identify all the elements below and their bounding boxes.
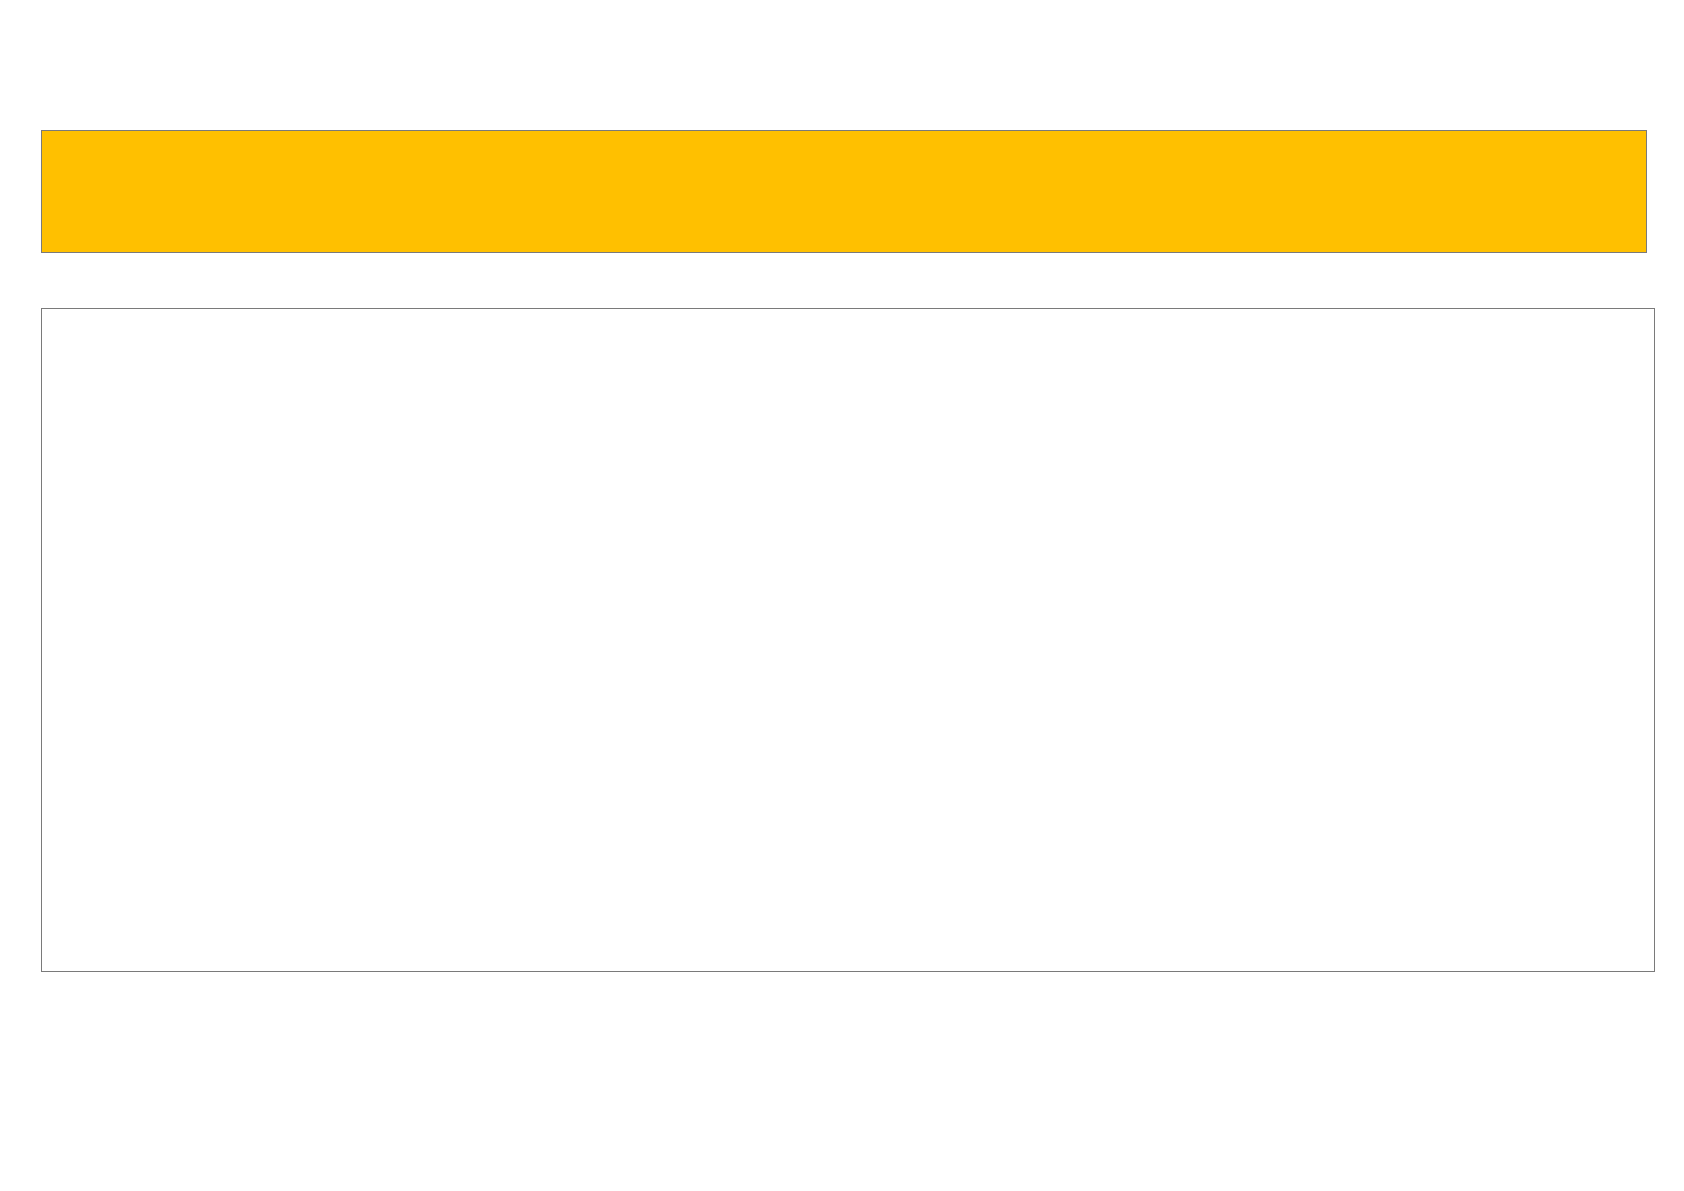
price-table-header <box>41 130 1647 253</box>
price-table-body <box>41 308 1655 972</box>
